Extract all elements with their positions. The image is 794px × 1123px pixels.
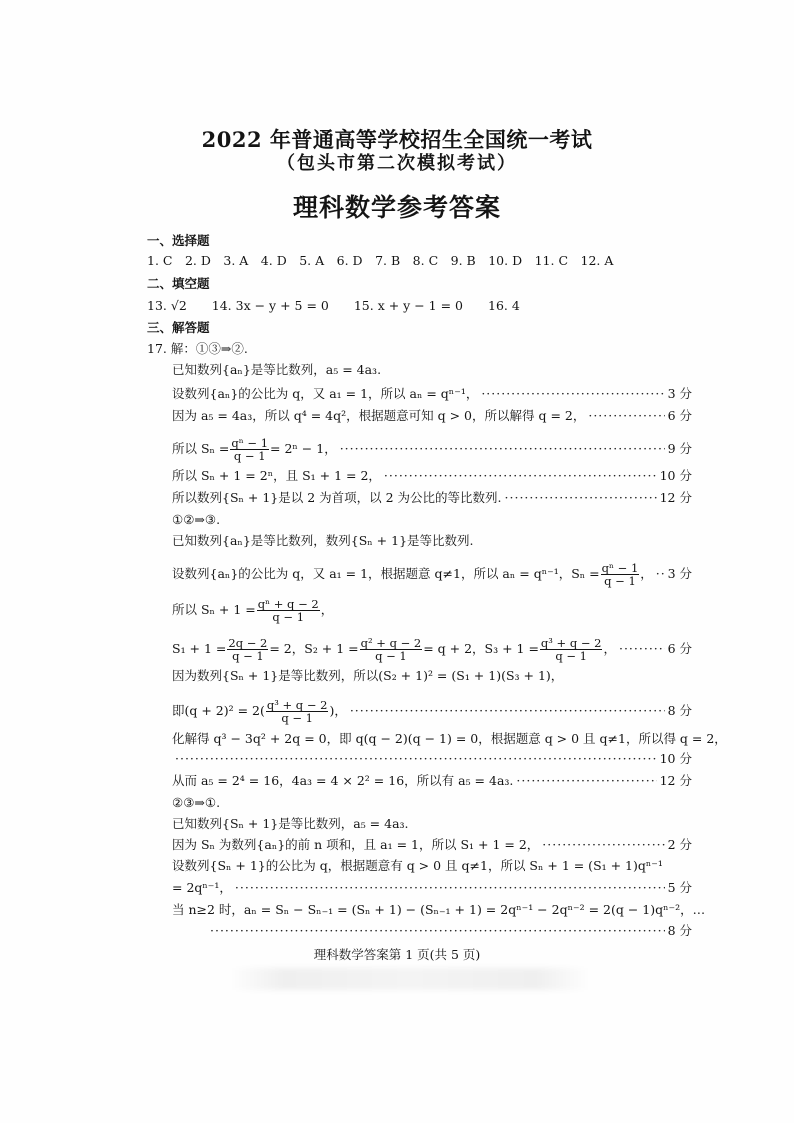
leader-dots — [588, 408, 664, 424]
bleed-through-smudge — [230, 968, 590, 990]
q17-intro: 17. 解：①③⇒②. — [147, 341, 248, 356]
q17-scored-line: 所以数列{Sₙ + 1}是以 2 为首项，以 2 为公比的等比数列. ····· 12 分 — [172, 490, 692, 506]
fraction: $\frac{\text{q³ + q − 2}}{q - 1}$ — [266, 698, 328, 725]
q17-line: 已知数列{aₙ}是等比数列，数列{Sₙ + 1}是等比数列. — [172, 533, 474, 548]
q17-scored-line: S₁ + 1 = $\frac{2q - 2}{q - 1}$ = 2，S₂ + 1 = $\frac{\text{q² + q − 2}}{q - 1}$ = q + 2，S₃ + 1 = $\frac{\text{q³ + q − 2}}{q - 1}$ ， ····· 6 分 — [172, 637, 692, 662]
leader-dots — [210, 923, 665, 939]
q17-scored-line: = 2qⁿ⁻¹， ····· 5 分 — [172, 880, 692, 896]
score: 12 分 — [659, 773, 692, 788]
fraction: $\frac{\text{qⁿ − 1}}{q - 1}$ — [601, 561, 639, 588]
q17-scored-line: 从而 a₅ = 2⁴ = 16，4a₃ = 4 × 2² = 16，所以有 a₅ = 4a₃. ····· 12 分 — [172, 773, 692, 789]
doc-title: 理科数学参考答案 — [292, 193, 501, 222]
fraction: $\frac{2q - 2}{q - 1}$ — [228, 636, 268, 663]
score: 10 分 — [659, 468, 692, 483]
q17-scored-line — [207, 923, 692, 939]
q17-scored-line: 所以 Sₙ + 1 = 2ⁿ，且 S₁ + 1 = 2， ····· 10 分 — [172, 468, 692, 484]
leader-dots — [235, 880, 665, 896]
q17-line: 化解得 q³ − 3q² + 2q = 0，即 q(q − 2)(q − 1) = 0，根据题意 q > 0 且 q≠1，所以得 q = 2， — [172, 731, 727, 746]
score: 5 分 — [667, 880, 692, 895]
score: 8 分 — [667, 703, 692, 718]
q17-scored-line: 因为 Sₙ 为数列{aₙ}的前 n 项和，且 a₁ = 1，所以 S₁ + 1 = 2， ····· 2 分 — [172, 837, 692, 853]
q17-line: 设数列{Sₙ + 1}的公比为 q，根据题意有 q > 0 且 q≠1，所以 Sₙ + 1 = (S₁ + 1)qⁿ⁻¹ — [172, 858, 663, 873]
page-footer: 理科数学答案第 1 页(共 5 页) — [313, 947, 481, 962]
score: 12 分 — [659, 490, 692, 505]
score: 6 分 — [667, 408, 692, 423]
choice-answers: 1. C 2. D 3. A 4. D 5. A 6. D 7. B 8. C 9. B 10. D 11. C 12. A — [147, 253, 614, 268]
exam-subtitle: （包头市第二次模拟考试） — [277, 153, 517, 174]
fill-answers: 13. √2 14. 3x − y + 5 = 0 15. x + y − 1 = 0 16. 4 — [147, 298, 520, 313]
q17-line: 当 n≥2 时，aₙ = Sₙ − Sₙ₋₁ = (Sₙ + 1) − (Sₙ₋₁ + 1) = 2qⁿ⁻¹ − 2qⁿ⁻² = 2(q − 1)qⁿ⁻²，… — [172, 902, 706, 917]
leader-dots — [619, 641, 665, 657]
q17-scored-line: 设数列{aₙ}的公比为 q，又 a₁ = 1，根据题意 q≠1，所以 aₙ = qⁿ⁻¹，Sₙ = $\frac{\text{qⁿ − 1}}{q - 1}$ ， ····· 3 分 — [172, 562, 692, 587]
q17-line: 已知数列{Sₙ + 1}是等比数列，a₅ = 4a₃. — [172, 816, 409, 831]
q17-line: 因为数列{Sₙ + 1}是等比数列，所以(S₂ + 1)² = (S₁ + 1)(S₃ + 1)， — [172, 668, 564, 683]
score: 10 分 — [659, 751, 692, 766]
solve-section-title: 三、解答题 — [147, 320, 210, 335]
q17-scored-line: 即(q + 2)² = 2( $\frac{\text{q³ + q − 2}}{q - 1}$ )， ····· 8 分 — [172, 699, 692, 724]
fraction: $\frac{\text{q² + q − 2}}{q - 1}$ — [360, 636, 422, 663]
fill-section-title: 二、填空题 — [147, 276, 210, 291]
score: 2 分 — [667, 837, 692, 852]
q17-scored-line: 设数列{aₙ}的公比为 q，又 a₁ = 1，所以 aₙ = qⁿ⁻¹， ····· 3 分 — [172, 386, 692, 402]
fraction: $\frac{\text{qⁿ − 1}}{q - 1}$ — [231, 436, 269, 463]
q17-scored-line: 所以 Sₙ = $\frac{\text{qⁿ − 1}}{q - 1}$ = 2ⁿ − 1， ····· 9 分 — [172, 437, 692, 462]
leader-dots — [542, 837, 664, 853]
case-label: ②③⇒①. — [172, 795, 221, 810]
score: 6 分 — [667, 641, 692, 656]
leader-dots — [340, 441, 665, 457]
choice-section-title: 一、选择题 — [147, 233, 210, 248]
leader-dots — [516, 773, 656, 789]
leader-dots — [384, 468, 657, 484]
leader-dots — [175, 751, 657, 767]
fraction: $\frac{\text{qⁿ + q − 2}}{q - 1}$ — [257, 597, 319, 624]
exam-title: 2022 年普通高等学校招生全国统一考试 — [201, 127, 593, 152]
score: 9 分 — [667, 441, 692, 456]
q17-line: 所以 Sₙ + 1 = $\frac{\text{qⁿ + q − 2}}{q - 1}$ ， — [172, 597, 334, 624]
leader-dots — [656, 566, 665, 582]
q17-scored-line: 因为 a₅ = 4a₃，所以 q⁴ = 4q²，根据题意可知 q > 0，所以解得 q = 2， ····· 6 分 — [172, 408, 692, 424]
fraction: $\frac{\text{q³ + q − 2}}{q - 1}$ — [540, 636, 602, 663]
q17-line: 已知数列{aₙ}是等比数列，a₅ = 4a₃. — [172, 362, 382, 377]
score: 8 分 — [667, 923, 692, 938]
leader-dots — [505, 490, 657, 506]
leader-dots — [481, 386, 664, 402]
score: 3 分 — [667, 566, 692, 581]
q17-scored-line — [172, 751, 692, 767]
leader-dots — [350, 703, 665, 719]
case-label: ①②⇒③. — [172, 512, 221, 527]
score: 3 分 — [667, 386, 692, 401]
